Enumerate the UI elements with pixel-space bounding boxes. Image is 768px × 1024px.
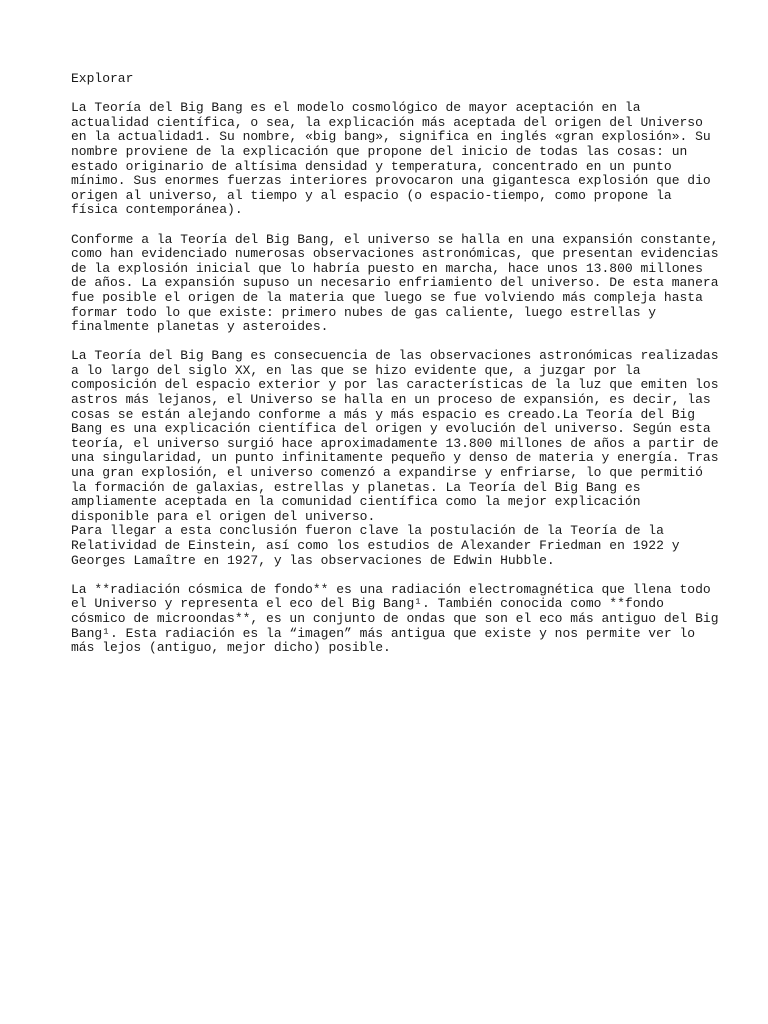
text-line: una singularidad, un punto infinitamente pequeño y denso de materia y energía. Tras bbox=[71, 450, 719, 466]
text-line: cosas se están alejando conforme a más y más espacio es creado.La Teoría del Big bbox=[71, 406, 696, 422]
text-line: origen al universo, al tiempo y al espacio (o espacio-tiempo, como propone la bbox=[71, 187, 672, 203]
text-line: de años. La expansión supuso un necesario enfriamiento del universo. De esta manera bbox=[71, 275, 719, 291]
text-line: nombre proviene de la explicación que propone del inicio de todas las cosas: un bbox=[71, 143, 688, 159]
text-line: fue posible el origen de la materia que luego se fue volviendo más compleja hasta bbox=[71, 289, 703, 305]
text-line: Relatividad de Einstein, así como los estudios de Alexander Friedman en 1922 y bbox=[71, 538, 680, 553]
text-line: estado originario de altísima densidad y temperatura, concentrado en un punto bbox=[71, 158, 672, 174]
text-line: La Teoría del Big Bang es consecuencia de las observaciones astronómicas realizadas bbox=[71, 348, 719, 364]
text-line: más lejos (antiguo, mejor dicho) posible. bbox=[71, 640, 391, 656]
text-line: de la explosión inicial que lo habría puesto en marcha, hace unos 13.800 millones bbox=[71, 260, 703, 276]
paragraph-origin-definition bbox=[71, 101, 711, 218]
text-line: Para llegar a esta conclusión fueron clave la postulación de la Teoría de la bbox=[71, 523, 664, 539]
text-line: el Universo y representa el eco del Big Bang¹. También conocida como **fondo bbox=[71, 596, 664, 612]
text-line: actualidad científica, o sea, la explicación más aceptada del origen del Universo bbox=[71, 114, 703, 130]
text-line: Georges Lamaître en 1927, y las observaciones de Edwin Hubble. bbox=[71, 552, 555, 568]
text-line: formar todo lo que existe: primero nubes de gas caliente, luego estrellas y bbox=[71, 304, 657, 320]
text-line: ampliamente aceptada en la comunidad científica como la mejor explicación bbox=[71, 494, 641, 510]
text-line: disponible para el origen del universo. bbox=[71, 508, 376, 524]
text-line: La **radiación cósmica de fondo** es una radiación electromagnética que llena todo bbox=[71, 581, 711, 597]
paragraph-expansion bbox=[71, 231, 719, 335]
text-line: cósmico de microondas**, es un conjunto de ondas que son el eco más antiguo del Big bbox=[71, 610, 719, 626]
text-line: la formación de galaxias, estrellas y planetas. La Teoría del Big Bang es bbox=[71, 479, 641, 495]
text-line: una gran explosión, el universo comenzó a expandirse y enfriarse, lo que permitió bbox=[71, 465, 703, 481]
paragraph-observations bbox=[71, 348, 719, 524]
text-line: La Teoría del Big Bang es el modelo cosmológico de mayor aceptación en la bbox=[71, 100, 641, 116]
text-line: composición del espacio exterior y por las características de la luz que emiten los bbox=[71, 377, 719, 393]
text-line: astros más lejanos, el Universo se halla en un proceso de expansión, es decir, las bbox=[71, 392, 711, 408]
text-line: Bang es una explicación científica del origen y evolución del universo. Según esta bbox=[71, 421, 711, 437]
text-line: finalmente planetas y asteroides. bbox=[71, 319, 329, 335]
text-line: en la actualidad1. Su nombre, «big bang», significa en inglés «gran explosión». Su bbox=[71, 129, 711, 145]
text-line: como han evidenciado numerosas observaciones astronómicas, que presentan evidencias bbox=[71, 246, 719, 262]
text-line: mínimo. Sus enormes fuerzas interiores provocaron una gigantesca explosión que dio bbox=[71, 173, 711, 189]
paragraph-key-contributions bbox=[71, 524, 711, 568]
document-heading: Explorar bbox=[71, 71, 134, 86]
paragraph-cosmic-background-radiation bbox=[71, 581, 719, 656]
text-line: a lo largo del siglo XX, en las que se hizo evidente que, a juzgar por la bbox=[71, 362, 641, 378]
text-line: física contemporánea). bbox=[71, 202, 243, 218]
text-line: Bang¹. Esta radiación es la “imagen” más antigua que existe y nos permite ver lo bbox=[71, 625, 696, 641]
document-body bbox=[71, 71, 719, 670]
text-line: Conforme a la Teoría del Big Bang, el universo se halla en una expansión constante, bbox=[71, 231, 719, 247]
text-line: teoría, el universo surgió hace aproximadamente 13.800 millones de años a partir de bbox=[71, 435, 719, 451]
